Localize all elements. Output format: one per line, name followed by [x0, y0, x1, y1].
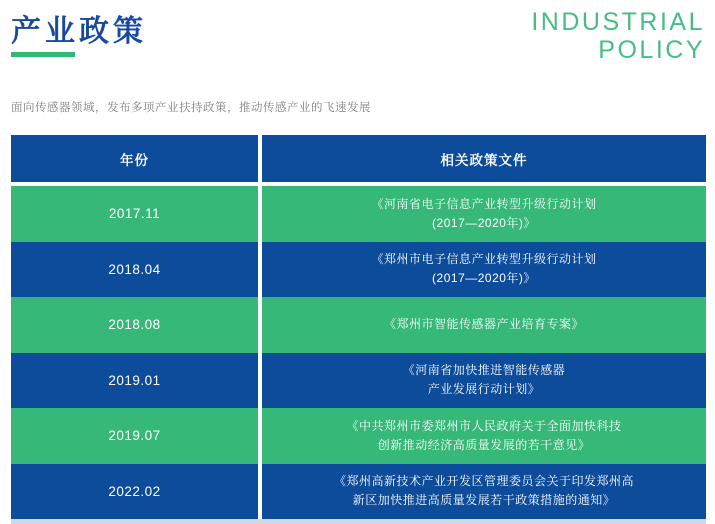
policy-cell — [262, 297, 706, 353]
year-cell: 2018.08 — [11, 297, 258, 353]
year-cell: 2022.02 — [11, 464, 258, 520]
table-row — [11, 464, 706, 520]
bottom-strip — [11, 519, 706, 524]
page-title-english-line1: INDUSTRIAL — [531, 8, 705, 36]
policy-cell — [262, 353, 706, 409]
policy-line: 产业发展行动计划》 — [427, 382, 541, 397]
policy-line: 《中共郑州市委郑州市人民政府关于全面加快科技 — [346, 418, 622, 433]
table-row — [11, 408, 706, 464]
policy-cell — [262, 242, 706, 298]
table-row — [11, 353, 706, 409]
year-cell: 2018.04 — [11, 242, 258, 298]
policy-line: 创新推动经济高质量发展的若干意见》 — [377, 437, 591, 452]
policy-line: (2017—2020年)》 — [432, 271, 536, 286]
policy-line: 《郑州高新技术产业开发区管理委员会关于印发郑州高 — [333, 474, 634, 489]
policy-line: (2017—2020年)》 — [432, 215, 536, 230]
page-title-english — [531, 8, 705, 64]
table-body — [11, 186, 706, 519]
policy-line: 《河南省加快推进智能传感器 — [402, 363, 566, 378]
year-cell: 2019.07 — [11, 408, 258, 464]
page-title-english-line2: POLICY — [598, 36, 705, 64]
table-row — [11, 297, 706, 353]
policy-line: 《郑州市电子信息产业转型升级行动计划 — [371, 252, 597, 267]
year-cell: 2017.11 — [11, 186, 258, 242]
policy-cell — [262, 186, 706, 242]
policy-line: 《河南省电子信息产业转型升级行动计划 — [371, 196, 597, 211]
title-underline — [11, 52, 75, 57]
policy-line: 新区加快推进高质量发展若干政策措施的通知》 — [352, 493, 616, 508]
policy-cell — [262, 408, 706, 464]
page-subtitle: 面向传感器领域，发布多项产业扶持政策，推动传感产业的飞速发展 — [11, 102, 371, 114]
table-row — [11, 242, 706, 298]
column-header-year: 年份 — [11, 135, 258, 182]
policy-cell — [262, 464, 706, 520]
column-header-policy: 相关政策文件 — [262, 135, 706, 182]
policy-line: 《郑州市智能传感器产业培育专案》 — [383, 317, 584, 332]
table-header-row — [11, 135, 706, 182]
page-title: 产业政策 — [11, 15, 147, 48]
policy-table — [11, 135, 706, 519]
year-cell: 2019.01 — [11, 353, 258, 409]
table-row — [11, 186, 706, 242]
